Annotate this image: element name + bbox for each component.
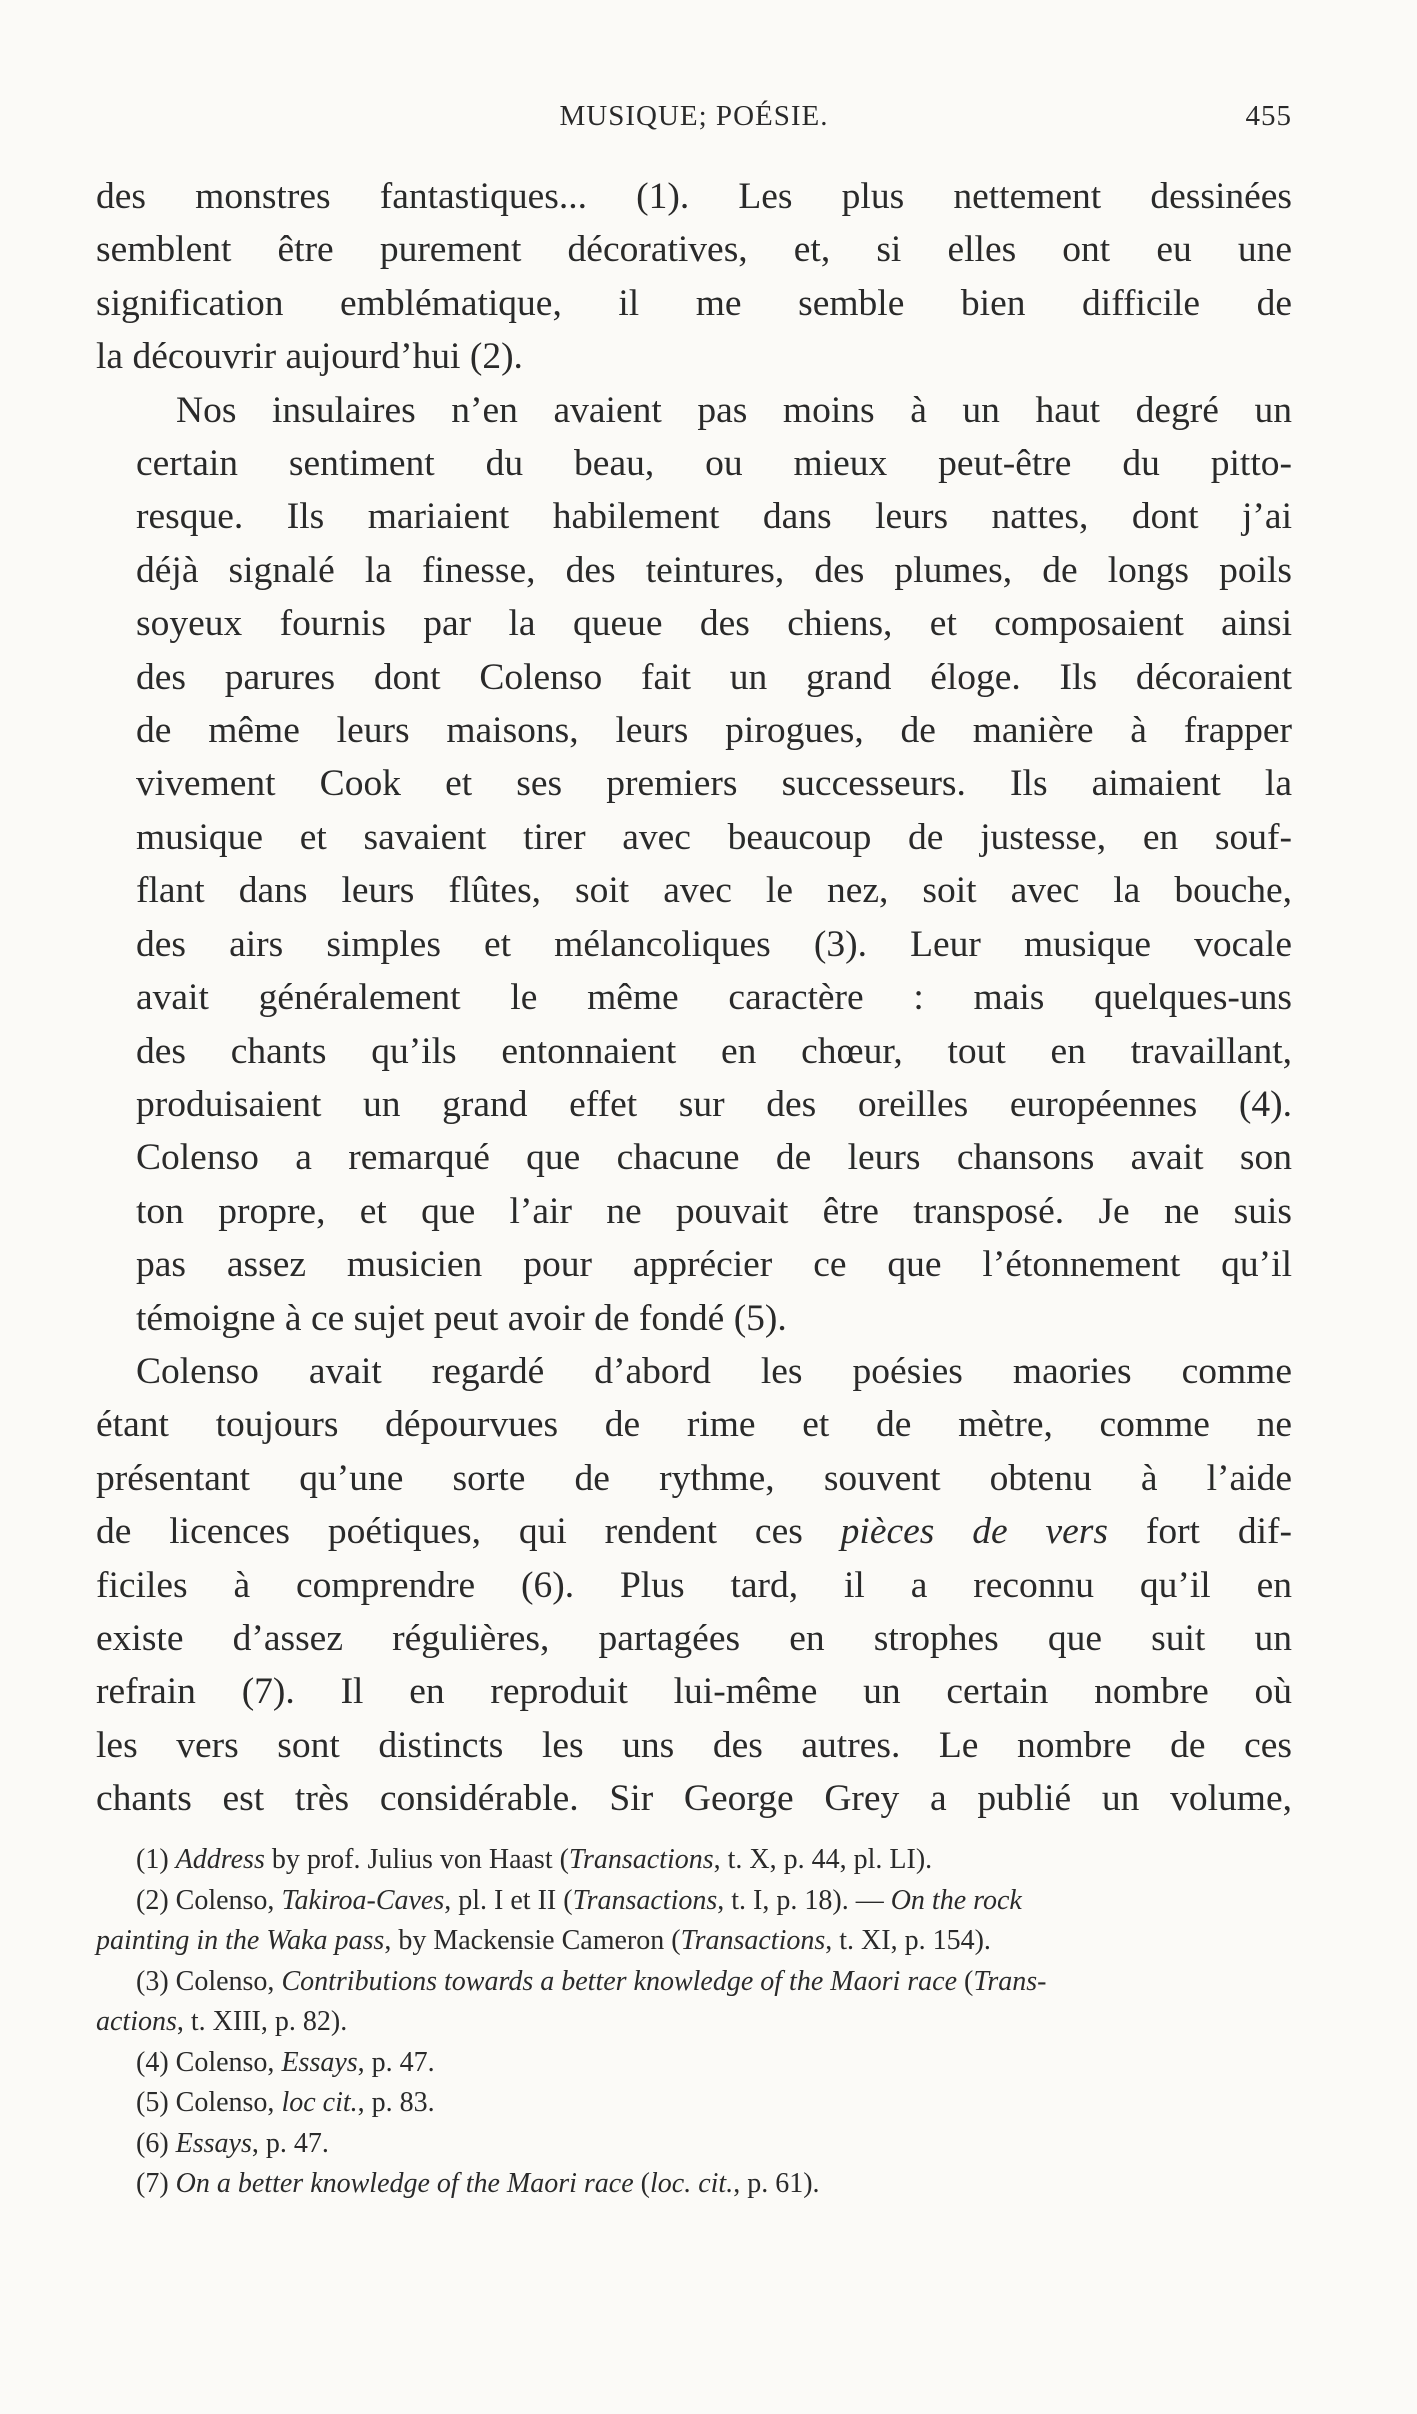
footnote-1 bbox=[96, 1840, 1292, 1881]
footnote-text: , p. 47. bbox=[357, 2046, 435, 2078]
text-line: avait généralement le même caractère : mais quelques-uns bbox=[136, 977, 1292, 1019]
text-line: musique et savaient tirer avec beaucoup de justesse, en souf- bbox=[136, 816, 1292, 858]
body-text bbox=[96, 170, 1292, 1826]
text-line: Nos insulaires n’en avaient pas moins à un haut degré un bbox=[176, 389, 1292, 431]
text-line: vivement Cook et ses premiers successeurs. Ils aimaient la bbox=[136, 763, 1292, 805]
text-line: signification emblématique, il me semble bien difficile de bbox=[96, 282, 1292, 324]
text-line: chants est très considérable. Sir George Grey a publié un volume, bbox=[96, 1778, 1292, 1820]
text-line: refrain (7). Il en reproduit lui-même un certain nombre où bbox=[96, 1671, 1292, 1713]
footnote-text: , t. XIII, p. 82). bbox=[176, 2006, 348, 2037]
footnote-text: Colenso, bbox=[168, 2087, 282, 2118]
paragraph-3 bbox=[96, 1345, 1292, 1826]
text-line: les vers sont distincts les uns des autres. Le nombre de ces bbox=[96, 1724, 1292, 1766]
text-line: étant toujours dépourvues de rime et de mètre, comme ne bbox=[96, 1404, 1292, 1446]
text-line: pas assez musicien pour apprécier ce que l’étonnement qu’il bbox=[136, 1244, 1292, 1286]
text-line: existe d’assez régulières, partagées en strophes que suit un bbox=[96, 1617, 1292, 1659]
footnote-text: , p. 61). bbox=[733, 2168, 820, 2199]
footnote-text: Colenso, bbox=[168, 1884, 282, 1916]
paragraph-2 bbox=[96, 384, 1292, 1345]
text-line: la découvrir aujourd’hui (2). bbox=[96, 336, 523, 378]
footnote-italic: Trans- bbox=[973, 1965, 1047, 1997]
text-line: semblent être purement décoratives, et, si elles ont eu une bbox=[96, 229, 1292, 271]
text-line: Colenso avait regardé d’abord les poésies maories comme bbox=[136, 1350, 1292, 1392]
footnote-number: (4) bbox=[136, 2046, 169, 2078]
text-line: témoigne à ce sujet peut avoir de fondé (5). bbox=[136, 1297, 787, 1339]
footnote-number: (3) bbox=[136, 1965, 169, 1997]
page-number: 455 bbox=[1245, 100, 1292, 132]
text-line: des parures dont Colenso fait un grand éloge. Ils décoraient bbox=[136, 656, 1292, 698]
footnote-italic: loc. cit. bbox=[650, 2168, 734, 2199]
text-line: ton propre, et que l’air ne pouvait être transposé. Je ne suis bbox=[136, 1190, 1292, 1232]
text-line: flant dans leurs flûtes, soit avec le nez, soit avec la bouche, bbox=[136, 870, 1292, 912]
footnote-number: (2) bbox=[136, 1884, 169, 1916]
text-line: Colenso a remarqué que chacune de leurs chansons avait son bbox=[136, 1137, 1292, 1179]
footnote-italic: Takiroa-Caves bbox=[281, 1884, 445, 1916]
footnote-italic: Address bbox=[175, 1844, 265, 1875]
footnote-text: by prof. Julius von Haast ( bbox=[264, 1844, 569, 1875]
footnote-text: , t. X, p. 44, pl. LI). bbox=[713, 1844, 933, 1875]
text-line: certain sentiment du beau, ou mieux peut-être du pitto- bbox=[136, 443, 1292, 485]
text-line: produisaient un grand effet sur des oreilles européennes (4). bbox=[136, 1083, 1292, 1125]
footnote-italic: loc cit. bbox=[281, 2087, 358, 2118]
footnotes bbox=[96, 1840, 1292, 2205]
text-line: des monstres fantastiques... (1). Les plus nettement dessinées bbox=[96, 176, 1292, 217]
italic-phrase: pièces de vers bbox=[840, 1511, 1108, 1553]
footnote-italic: actions bbox=[96, 2006, 177, 2037]
text-line: resque. Ils mariaient habilement dans leurs nattes, dont j’ai bbox=[136, 496, 1292, 538]
footnote-italic: On a better knowledge of the Maori race bbox=[175, 2168, 634, 2199]
footnote-text: ( bbox=[957, 1965, 974, 1997]
footnote-italic: Contributions towards a better knowledge of the Maori race bbox=[281, 1965, 958, 1997]
text-line: soyeux fournis par la queue des chiens, et composaient ainsi bbox=[136, 603, 1292, 645]
footnote-5 bbox=[96, 2083, 1292, 2124]
footnote-4 bbox=[96, 2043, 1292, 2084]
footnote-text: ( bbox=[633, 2168, 650, 2199]
footnote-text: , p. 83. bbox=[357, 2087, 435, 2118]
footnote-italic: On the rock bbox=[890, 1884, 1022, 1916]
footnote-2 bbox=[96, 1881, 1292, 1962]
running-title: MUSIQUE; POÉSIE. bbox=[559, 100, 829, 132]
text-line: des airs simples et mélancoliques (3). Leur musique vocale bbox=[136, 923, 1292, 965]
footnote-italic: Transactions bbox=[572, 1884, 718, 1916]
page-header bbox=[96, 100, 1292, 140]
text-line bbox=[96, 1505, 1292, 1558]
footnote-number: (5) bbox=[136, 2087, 169, 2118]
text-segment: fort dif- bbox=[1107, 1511, 1292, 1553]
footnote-text: , by Mackensie Cameron ( bbox=[384, 1925, 681, 1956]
text-line: ficiles à comprendre (6). Plus tard, il a reconnu qu’il en bbox=[96, 1564, 1292, 1606]
footnote-text: Colenso, bbox=[168, 1965, 282, 1997]
footnote-6 bbox=[96, 2124, 1292, 2165]
footnote-italic: painting in the Waka pass bbox=[96, 1925, 385, 1956]
paragraph-1 bbox=[96, 170, 1292, 384]
text-line: déjà signalé la finesse, des teintures, des plumes, de longs poils bbox=[136, 549, 1292, 591]
footnote-7 bbox=[96, 2164, 1292, 2205]
footnote-number: (7) bbox=[136, 2168, 169, 2199]
text-segment: de licences poétiques, qui rendent ces bbox=[96, 1511, 841, 1553]
text-line: présentant qu’une sorte de rythme, souvent obtenu à l’aide bbox=[96, 1457, 1292, 1499]
footnote-italic: Essays bbox=[281, 2046, 358, 2078]
footnote-italic: Transactions bbox=[680, 1925, 826, 1956]
footnote-number: (1) bbox=[136, 1844, 169, 1875]
footnote-text: , pl. I et II ( bbox=[444, 1884, 573, 1916]
text-line: des chants qu’ils entonnaient en chœur, tout en travaillant, bbox=[136, 1030, 1292, 1072]
footnote-number: (6) bbox=[136, 2127, 169, 2159]
text-line: de même leurs maisons, leurs pirogues, de manière à frapper bbox=[136, 710, 1292, 752]
footnote-italic: Transactions bbox=[568, 1844, 714, 1875]
footnote-3 bbox=[96, 1962, 1292, 2043]
footnote-italic: Essays bbox=[175, 2127, 252, 2159]
footnote-text: , t. I, p. 18). — bbox=[717, 1884, 891, 1916]
footnote-text: , p. 47. bbox=[251, 2127, 329, 2159]
footnote-text: , t. XI, p. 154). bbox=[825, 1925, 991, 1956]
footnote-text: Colenso, bbox=[168, 2046, 282, 2078]
